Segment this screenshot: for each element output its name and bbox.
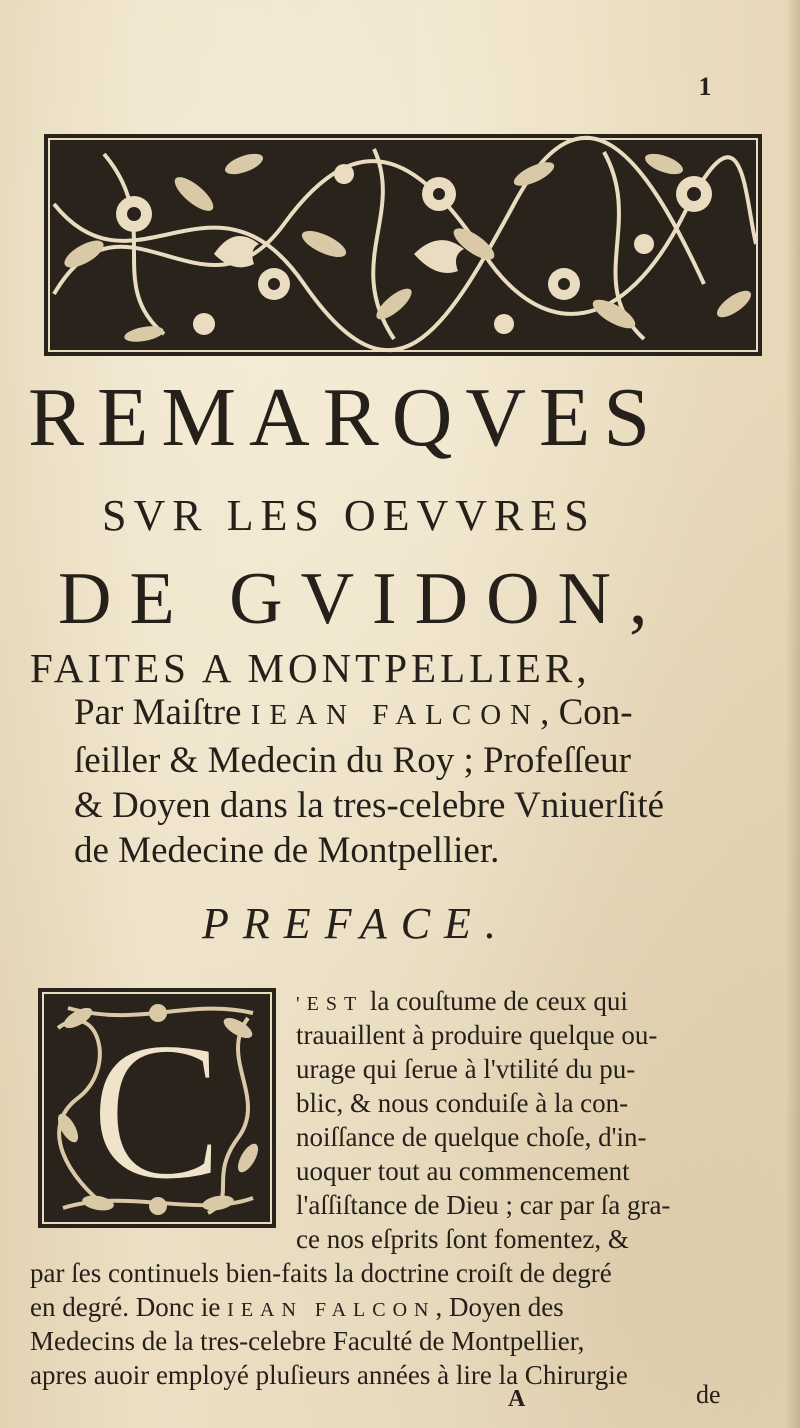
body-line-prefix: en degré. Donc ie bbox=[30, 1292, 228, 1322]
title-line-montpellier: FAITES A MONTPELLIER, bbox=[30, 645, 591, 691]
author-line bbox=[74, 690, 734, 738]
author-name: IEAN FALCON bbox=[250, 699, 541, 731]
author-line: de Medecine de Montpellier. bbox=[74, 830, 500, 871]
body-line bbox=[30, 1290, 564, 1327]
body-line: Medecins de la tres-celebre Faculté de Montpellier, bbox=[30, 1326, 585, 1356]
body-line: l'aſſiſtance de Dieu ; car par ſa gra- bbox=[296, 1190, 671, 1220]
author-name: IEAN FALCON bbox=[227, 1299, 436, 1321]
floral-ornament-icon bbox=[44, 134, 762, 356]
author-line: ſeiller & Medecin du Roy ; Profeſſeur bbox=[74, 740, 631, 781]
body-line: par ſes continuels bien-faits la doctrine croiſt de degré bbox=[30, 1258, 612, 1288]
catchword: de bbox=[696, 1380, 721, 1409]
page-edge-shadow bbox=[786, 0, 800, 1428]
body-line bbox=[296, 984, 628, 1021]
signature-mark: A bbox=[508, 1386, 526, 1412]
decorative-headpiece bbox=[44, 134, 762, 356]
body-line: uoquer tout au commencement bbox=[296, 1156, 630, 1186]
body-line: blic, & nous conduiſe à la con- bbox=[296, 1088, 629, 1118]
initial-letter: C bbox=[90, 1001, 224, 1222]
author-line-prefix: Par Maiſtre bbox=[74, 692, 251, 733]
body-line: ce nos eſprits ſont fomentez, & bbox=[296, 1224, 629, 1254]
author-line-suffix: , Con- bbox=[540, 692, 633, 733]
decorated-initial-c-icon bbox=[38, 988, 276, 1228]
body-line: noiſſance de quelque choſe, d'in- bbox=[296, 1122, 647, 1152]
page-number: 1 bbox=[698, 72, 712, 101]
body-line: urage qui ſerue à l'vtilité du pu- bbox=[296, 1054, 636, 1084]
body-line: trauaillent à produire quelque ou- bbox=[296, 1020, 658, 1050]
body-line-suffix: , Doyen des bbox=[435, 1292, 564, 1322]
body-opening-word: 'EST bbox=[296, 993, 364, 1015]
title-line-remarques: REMARQVES bbox=[28, 371, 664, 464]
author-line: & Doyen dans la tres-celebre Vniuerſité bbox=[74, 785, 665, 826]
decorated-initial bbox=[38, 988, 276, 1228]
title-line-oeuvres: SVR LES OEVVRES bbox=[102, 491, 596, 540]
title-line-guidon: DE GVIDON, bbox=[58, 558, 666, 640]
body-line: apres auoir employé pluſieurs années à lire la Chirurgie bbox=[30, 1360, 628, 1390]
preface-heading: PREFACE. bbox=[202, 899, 510, 948]
body-line-rest: la couſtume de ceux qui bbox=[363, 986, 628, 1016]
author-block bbox=[74, 690, 734, 873]
